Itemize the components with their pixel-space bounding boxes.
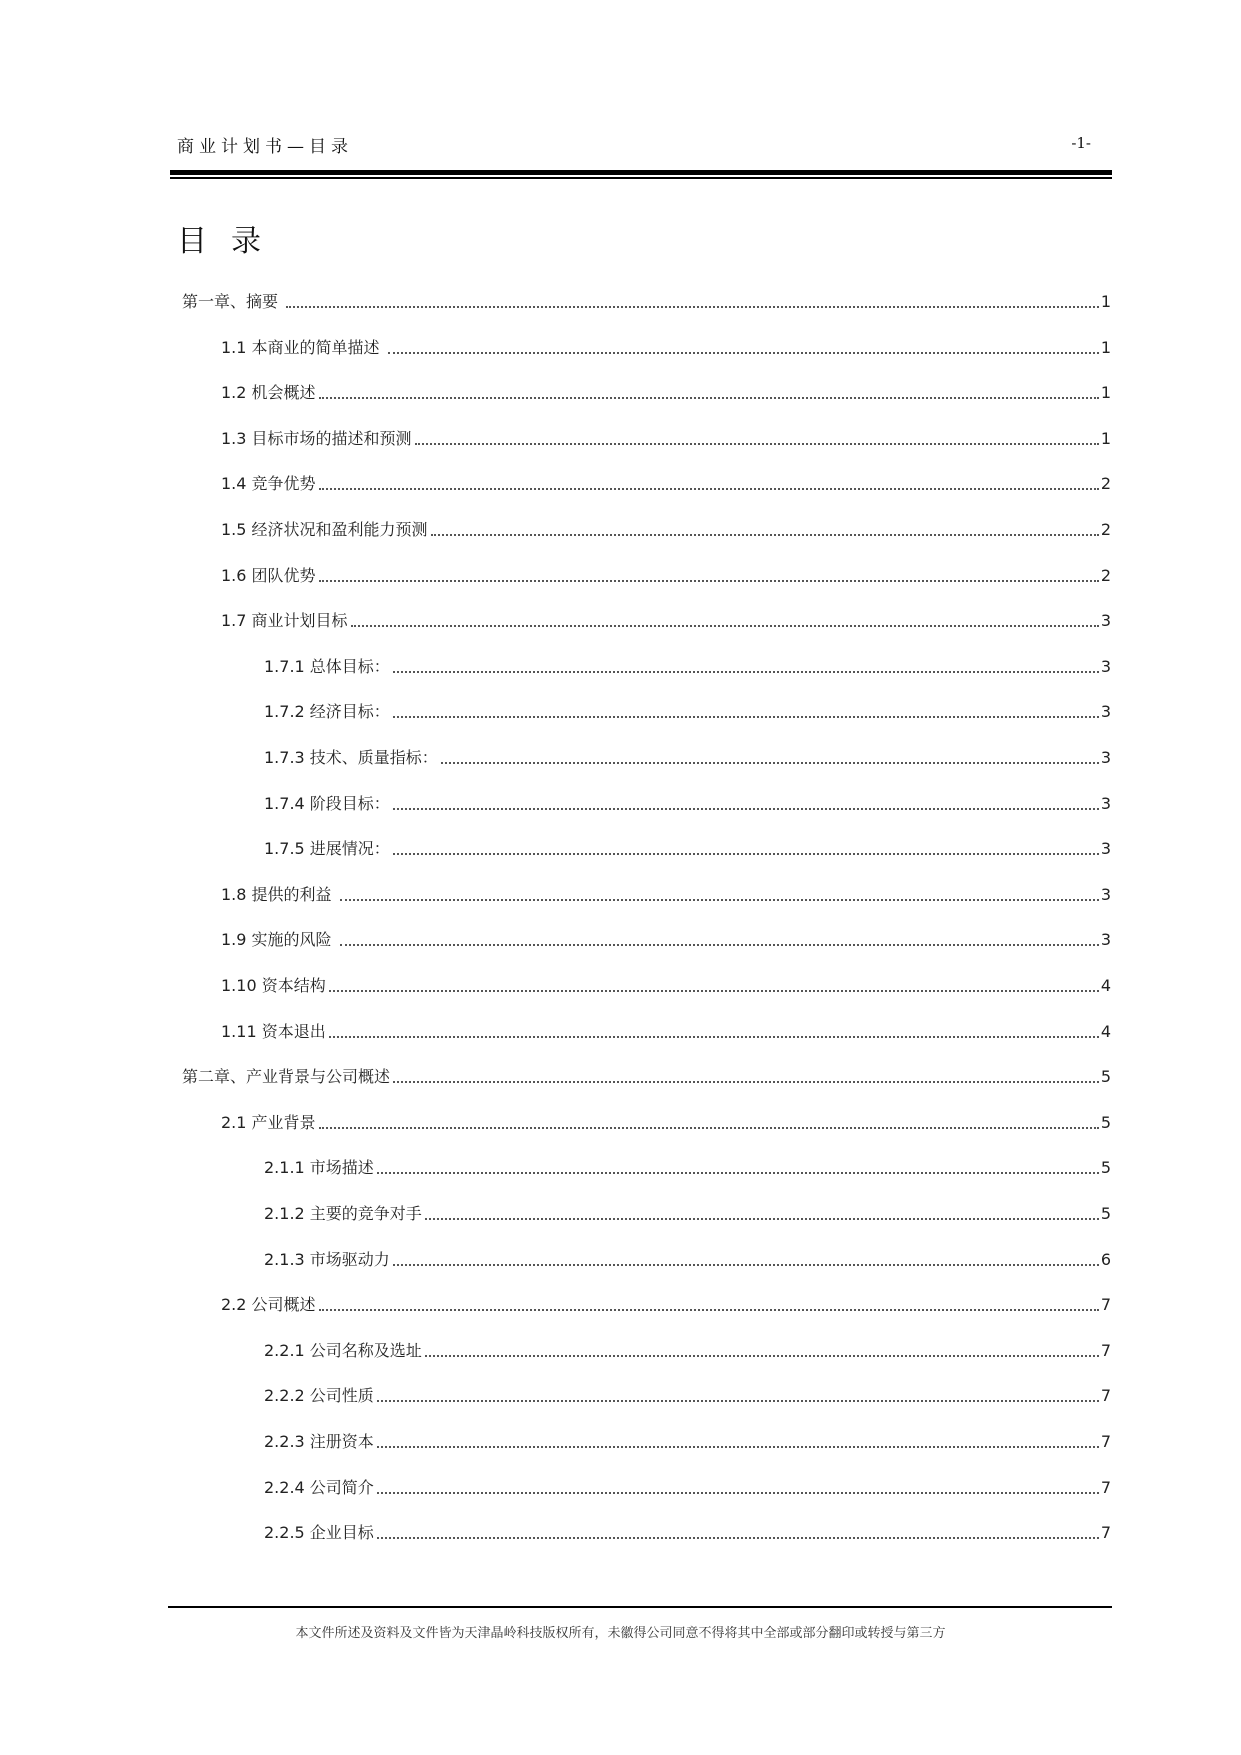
toc-entry-page: 3: [1100, 611, 1111, 631]
toc-entry-1-5[interactable]: [221, 516, 1111, 540]
toc-entry-1-7-1[interactable]: [264, 653, 1111, 677]
toc-entry-number: 2.1.1: [264, 1158, 310, 1178]
toc-entry-page: 7: [1100, 1386, 1111, 1406]
toc-entry-number: 2.2.5: [264, 1523, 310, 1543]
toc-entry-1-7[interactable]: [221, 607, 1111, 631]
toc-entry-number: 2.2: [221, 1295, 252, 1315]
toc-dot-leader: [441, 762, 1099, 764]
toc-entry-page: 5: [1100, 1112, 1111, 1132]
toc-dot-leader: [415, 443, 1099, 445]
header-title: 商业计划书—目录: [177, 137, 353, 157]
toc-entry-1-6[interactable]: [221, 562, 1111, 586]
toc-entry-title: 第二章、产业背景与公司概述: [182, 1067, 391, 1087]
toc-entry-page: 3: [1100, 930, 1111, 950]
toc-entry-title: 经济目标：: [309, 702, 390, 722]
toc-entry-2-1-3[interactable]: [264, 1246, 1111, 1270]
toc-entry-number: 1.7.3: [264, 748, 310, 767]
toc-entry-page: 1: [1100, 428, 1111, 448]
toc-entry-page: 5: [1100, 1204, 1111, 1223]
toc-entry-2-2-2[interactable]: [264, 1382, 1111, 1406]
toc-entry-page: 5: [1100, 1067, 1111, 1087]
toc-entry-number: 1.7: [221, 611, 252, 631]
toc-dot-leader: [393, 1081, 1099, 1083]
toc-entry-number: 1.4: [221, 474, 252, 494]
toc-entry-title: 企业目标: [309, 1523, 374, 1543]
toc-entry-page: 1: [1100, 337, 1111, 357]
toc-entry-title: 实施的风险: [251, 930, 337, 950]
toc-dot-leader: [319, 397, 1099, 399]
toc-entry-title: 进展情况：: [309, 839, 390, 859]
toc-entry-page: 7: [1100, 1523, 1111, 1543]
toc-entry-1-7-4[interactable]: [264, 790, 1111, 814]
toc-entry-title: 市场描述: [309, 1158, 374, 1178]
toc-entry-2-1-1[interactable]: [264, 1154, 1111, 1178]
toc-entry-number: 1.11: [221, 1021, 262, 1041]
toc-dot-leader: [329, 990, 1099, 992]
toc-entry-2-2-4[interactable]: [264, 1474, 1111, 1498]
toc-entry-number: 2.1.3: [264, 1249, 310, 1269]
toc-entry-title: 公司性质: [309, 1386, 374, 1406]
toc-entry-number: 1.1: [221, 337, 252, 357]
toc-entry-number: 1.7.1: [264, 656, 310, 676]
toc-title: 目录: [177, 224, 285, 259]
footer-divider: [168, 1606, 1112, 1608]
toc-entry-1-7-5[interactable]: [264, 835, 1111, 859]
toc-entry-number: 1.7.5: [264, 839, 310, 859]
toc-dot-leader: [388, 352, 1099, 354]
toc-dot-leader: [351, 625, 1099, 627]
toc-entry-1-2[interactable]: [221, 379, 1111, 403]
toc-entry-1-7-2[interactable]: [264, 698, 1111, 722]
toc-entry-1-7-3[interactable]: [264, 744, 1111, 768]
toc-entry-title: 公司名称及选址: [309, 1340, 422, 1360]
toc-entry-title: 产业背景: [251, 1112, 316, 1132]
toc-entry-page: 4: [1100, 1021, 1111, 1041]
toc-entry-page: 5: [1100, 1158, 1111, 1178]
toc-dot-leader: [425, 1355, 1099, 1357]
toc-entry-title: 资本结构: [261, 976, 326, 995]
toc-entry-1-4[interactable]: [221, 470, 1111, 494]
toc-dot-leader: [377, 1172, 1099, 1174]
toc-entry-title: 团队优势: [251, 565, 316, 585]
toc-entry-title: 目标市场的描述和预测: [251, 428, 412, 448]
toc-dot-leader: [393, 671, 1099, 673]
toc-entry-title: 第一章、摘要: [182, 292, 284, 311]
toc-entry-number: 1.9: [221, 930, 252, 950]
toc-entry-page: 7: [1100, 1477, 1111, 1497]
toc-entry-number: 2.2.4: [264, 1477, 310, 1497]
toc-entry-title: 注册资本: [309, 1432, 374, 1451]
toc-dot-leader: [377, 1492, 1099, 1494]
toc-dot-leader: [431, 534, 1099, 536]
toc-entry-title: 技术、质量指标：: [309, 748, 438, 767]
toc-dot-leader: [377, 1400, 1099, 1402]
toc-dot-leader: [286, 306, 1099, 308]
toc-entry-number: 2.2.1: [264, 1340, 310, 1360]
toc-entry-chapter-2[interactable]: [182, 1063, 1111, 1087]
toc-entry-page: 2: [1100, 474, 1111, 494]
toc-dot-leader: [393, 716, 1099, 718]
toc-dot-leader: [425, 1218, 1099, 1220]
toc-dot-leader: [393, 1264, 1099, 1266]
toc-entry-page: 3: [1100, 748, 1111, 767]
toc-entry-number: 1.5: [221, 520, 252, 539]
toc-entry-page: 3: [1100, 793, 1111, 813]
toc-entry-title: 总体目标：: [309, 656, 390, 676]
toc-entry-page: 6: [1100, 1249, 1111, 1269]
header-divider-thin: [170, 177, 1112, 179]
toc-entry-title: 阶段目标：: [309, 793, 390, 813]
toc-entry-page: 7: [1100, 1295, 1111, 1315]
toc-entry-page: 3: [1100, 884, 1111, 904]
toc-entry-title: 经济状况和盈利能力预测: [251, 520, 428, 539]
toc-entry-title: 公司简介: [309, 1477, 374, 1497]
toc-entry-title: 本商业的简单描述: [251, 337, 385, 357]
toc-entry-page: 1: [1100, 292, 1111, 311]
toc-entry-2-2-5[interactable]: [264, 1519, 1111, 1543]
toc-entry-title: 资本退出: [261, 1021, 326, 1041]
toc-entry-number: 1.2: [221, 383, 252, 403]
toc-dot-leader: [377, 1446, 1099, 1448]
toc-entry-2-1[interactable]: [221, 1109, 1111, 1133]
toc-dot-leader: [340, 899, 1099, 901]
toc-dot-leader: [393, 808, 1099, 810]
toc-entry-number: 2.2.2: [264, 1386, 310, 1406]
toc-entry-1-1[interactable]: [221, 334, 1111, 358]
header-divider: [170, 170, 1112, 175]
toc-entry-page: 2: [1100, 565, 1111, 585]
toc-entry-number: 1.10: [221, 976, 262, 995]
toc-entry-page: 3: [1100, 656, 1111, 676]
toc-entry-title: 提供的利益: [251, 884, 337, 904]
toc-entry-number: 1.6: [221, 565, 252, 585]
footer-copyright: 本文件所述及资料及文件皆为天津晶岭科技版权所有，未徽得公司同意不得将其中全部或部分翻印或转授与第三方: [295, 1626, 946, 1641]
toc-entry-1-10[interactable]: [221, 972, 1111, 996]
page-number: -1-: [1071, 134, 1091, 152]
toc-entry-title: 公司概述: [251, 1295, 316, 1315]
toc-entry-number: 1.7.2: [264, 702, 310, 722]
toc-entry-title: 市场驱动力: [309, 1249, 390, 1269]
toc-entry-1-8[interactable]: [221, 881, 1111, 905]
toc-entry-chapter-1[interactable]: [182, 288, 1111, 312]
toc-entry-2-1-2[interactable]: [264, 1200, 1111, 1224]
toc-entry-title: 竞争优势: [251, 474, 316, 494]
toc-entry-page: 4: [1100, 976, 1111, 995]
toc-entry-page: 2: [1100, 520, 1111, 539]
toc-entry-number: 1.3: [221, 428, 252, 448]
toc-entry-1-9[interactable]: [221, 926, 1111, 950]
toc-entry-title: 主要的竞争对手: [309, 1204, 422, 1223]
toc-entry-2-2-3[interactable]: [264, 1428, 1111, 1452]
toc-entry-page: 7: [1100, 1432, 1111, 1451]
toc-dot-leader: [340, 944, 1099, 946]
toc-entry-number: 2.2.3: [264, 1432, 310, 1451]
toc-entry-page: 3: [1100, 702, 1111, 722]
toc-entry-1-3[interactable]: [221, 425, 1111, 449]
toc-dot-leader: [393, 853, 1099, 855]
toc-entry-2-2-1[interactable]: [264, 1337, 1111, 1361]
toc-entry-1-11[interactable]: [221, 1018, 1111, 1042]
toc-entry-page: 3: [1100, 839, 1111, 859]
toc-entry-page: 7: [1100, 1340, 1111, 1360]
toc-dot-leader: [319, 580, 1099, 582]
toc-dot-leader: [319, 488, 1099, 490]
toc-entry-number: 1.7.4: [264, 793, 310, 813]
toc-entry-page: 1: [1100, 383, 1111, 403]
toc-entry-2-2[interactable]: [221, 1291, 1111, 1315]
toc-dot-leader: [329, 1036, 1099, 1038]
toc-entry-number: 2.1.2: [264, 1204, 310, 1223]
toc-entry-title: 机会概述: [251, 383, 316, 403]
toc-dot-leader: [377, 1537, 1099, 1539]
toc-entry-number: 2.1: [221, 1112, 252, 1132]
toc-entry-number: 1.8: [221, 884, 252, 904]
toc-dot-leader: [319, 1309, 1099, 1311]
toc-dot-leader: [319, 1127, 1099, 1129]
toc-entry-title: 商业计划目标: [251, 611, 348, 631]
